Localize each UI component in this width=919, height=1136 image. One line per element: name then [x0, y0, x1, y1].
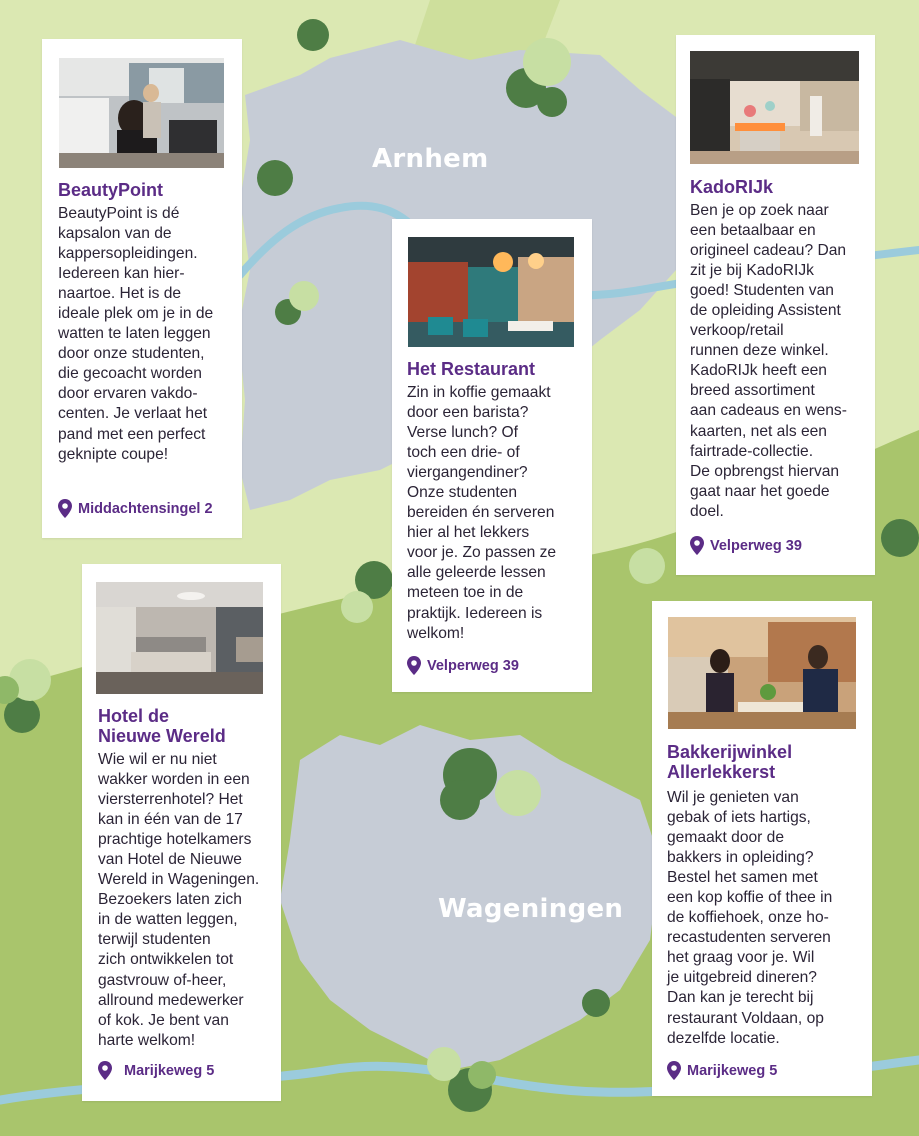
address-text: Middachtensingel 2 — [78, 500, 213, 517]
address-text: Velperweg 39 — [427, 657, 519, 674]
location-pin-icon — [667, 1061, 681, 1080]
location-pin-icon — [407, 656, 421, 675]
card-title: BeautyPoint — [58, 180, 164, 200]
address — [667, 1061, 777, 1080]
address-text: Velperweg 39 — [710, 537, 802, 554]
gift-shop-photo — [690, 51, 859, 164]
card-beautypoint — [42, 39, 242, 538]
bakery-cafe-photo — [668, 617, 856, 729]
card-body: Wie wil er nu niet wakker worden in een viersterrenhotel? Het kan in één van de 17 prachtige hotelkamers van Hotel de Nieuwe Wereld in Wageningen. Bezoekers laten zich in de watten leggen, terwijl studenten zich ontwikkelen tot gastvrouw of-heer, allround medewerker of kok. Je bent van harte welkom! — [98, 751, 260, 1049]
address — [690, 536, 802, 555]
card-het-restaurant — [392, 219, 592, 692]
card-title: KadoRIJk — [690, 177, 774, 197]
address — [98, 1061, 214, 1080]
card-body: BeautyPoint is dé kapsalon van de kappersopleidingen. Iedereen kan hier- naartoe. Het is de ideale plek om je in de watten te laten leggen door onze studenten, die gecoacht worden door ervaren vakdo- centen. Je verlaat het pand met een perfect geknipte coupe! — [58, 205, 214, 463]
location-pin-icon — [98, 1061, 112, 1080]
hair-salon-photo — [59, 58, 224, 168]
restaurant-photo — [408, 237, 574, 347]
city-label-wageningen: Wageningen — [438, 894, 624, 924]
address-text: Marijkeweg 5 — [124, 1062, 215, 1079]
card-title: Het Restaurant — [407, 359, 536, 379]
location-pin-icon — [690, 536, 704, 555]
address — [58, 499, 213, 518]
address-text: Marijkeweg 5 — [687, 1062, 778, 1079]
card-title: Bakkerijwinkel Allerlekkerst — [667, 742, 793, 782]
card-body: Wil je genieten van gebak of iets hartigs, gemaakt door de bakkers in opleiding? Bestel het samen met een kop koffie of thee in de koffiehoek, onze ho- recastudenten serveren het graag voor je. Wil je uitgebreid dineren? Dan kan je terecht bij restaurant Voldaan, op dezelfde locatie. — [667, 789, 833, 1047]
card-title: Hotel de Nieuwe Wereld — [98, 706, 226, 746]
card-kadorijk — [676, 35, 875, 575]
address — [407, 656, 519, 675]
card-body: Ben je op zoek naar een betaalbaar en origineel cadeau? Dan zit je bij KadoRIJk goed! Studenten van de opleiding Assistent verkoop/retail runnen deze winkel. KadoRIJk heeft een breed assortiment aan cadeaus en wens- kaarten, net als een fairtrade-collectie. De opbrengst hiervan gaat naar het goede doel. — [690, 202, 847, 520]
location-pin-icon — [58, 499, 72, 518]
card-bakkerijwinkel-allerlekkerst — [652, 601, 872, 1096]
card-body: Zin in koffie gemaakt door een barista? Verse lunch? Of toch een drie- of viergangendiner? Onze studenten bereiden én serveren hier al het lekkers voor je. Zo passen ze alle geleerde lessen meteen toe in de praktijk. Iedereen is welkom! — [407, 384, 557, 642]
card-hotel-de-nieuwe-wereld — [82, 564, 281, 1101]
hotel-room-photo — [96, 582, 263, 694]
city-label-arnhem: Arnhem — [372, 144, 489, 174]
